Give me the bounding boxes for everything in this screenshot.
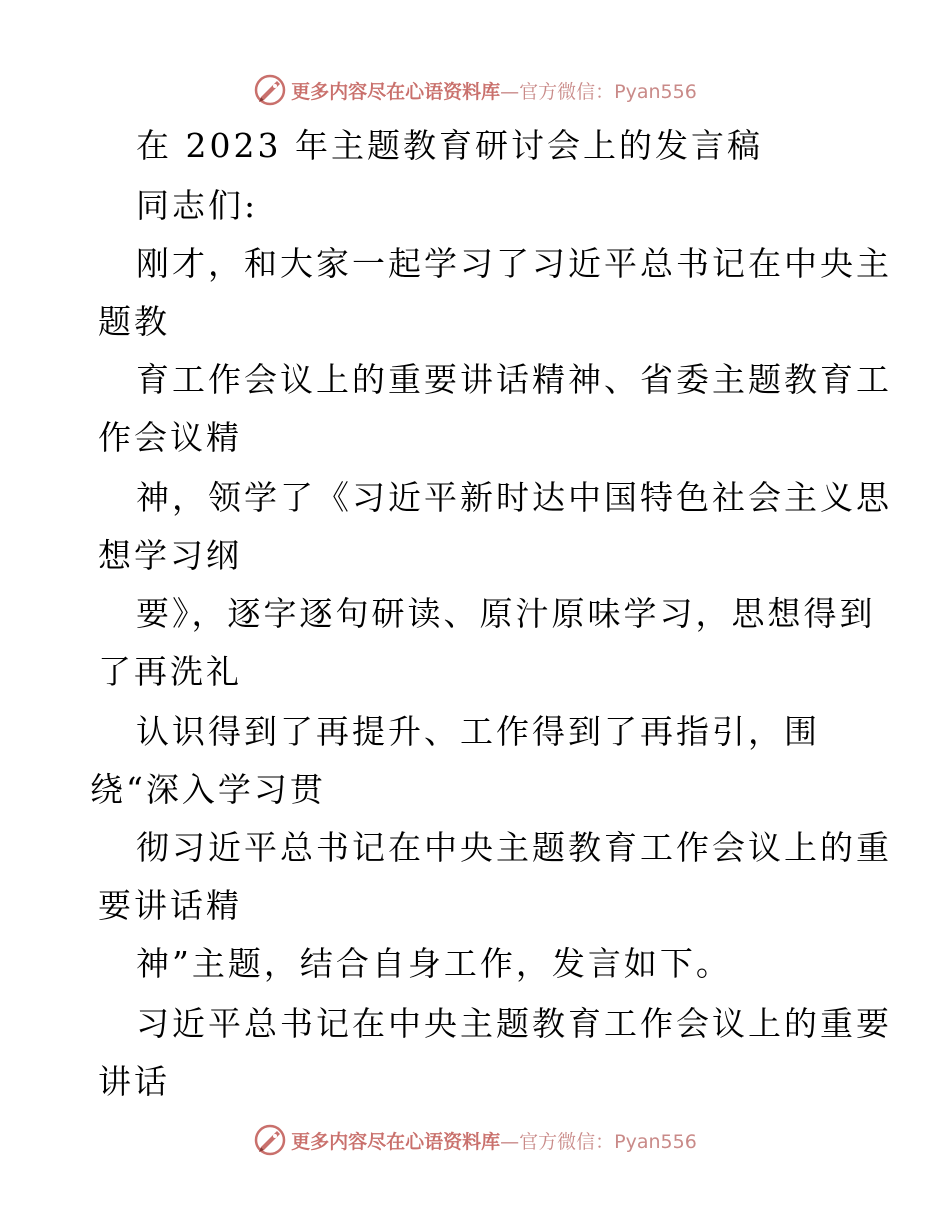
- footer-watermark: [0, 1120, 950, 1160]
- paragraph-line: 神”主题，结合自身工作，发言如下。: [136, 944, 732, 983]
- paragraph-line: 想学习纲: [98, 536, 242, 575]
- paragraph-line: 要讲话精: [98, 886, 242, 925]
- paragraph-line: 作会议精: [98, 418, 242, 457]
- paragraph-line: 讲话: [98, 1062, 170, 1101]
- paragraph-line: 认识得到了再提升、工作得到了再指引，围: [136, 712, 820, 751]
- watermark-text: [291, 77, 697, 104]
- pen-quill-logo-icon: [253, 73, 287, 107]
- watermark-brand: 更多内容尽在心语资料库: [291, 80, 501, 103]
- pen-quill-logo-icon: [253, 1123, 287, 1157]
- paragraph-line: 题教: [98, 302, 170, 341]
- paragraph-line: 绕“深入学习贯: [90, 770, 326, 809]
- paragraph-line: 神，领学了《习近平新时达中国特色社会主义思: [136, 478, 892, 517]
- watermark-wechat: —官方微信：Pyan556: [500, 80, 697, 103]
- document-title: 在 2023 年主题教育研讨会上的发言稿: [136, 126, 763, 165]
- watermark-text: [291, 1127, 697, 1154]
- watermark-brand: 更多内容尽在心语资料库: [291, 1130, 501, 1153]
- paragraph-line: 育工作会议上的重要讲话精神、省委主题教育工: [136, 360, 892, 399]
- header-watermark: [0, 70, 950, 110]
- paragraph-line: 要》，逐字逐句研读、原汁原味学习，思想得到: [136, 594, 876, 633]
- salutation: 同志们:: [136, 186, 259, 225]
- paragraph-line: 刚才，和大家一起学习了习近平总书记在中央主: [136, 244, 892, 283]
- watermark-wechat: —官方微信：Pyan556: [500, 1130, 697, 1153]
- paragraph-line: 习近平总书记在中央主题教育工作会议上的重要: [136, 1004, 892, 1043]
- paragraph-line: 了再洗礼: [98, 652, 242, 691]
- paragraph-line: 彻习近平总书记在中央主题教育工作会议上的重: [136, 828, 892, 867]
